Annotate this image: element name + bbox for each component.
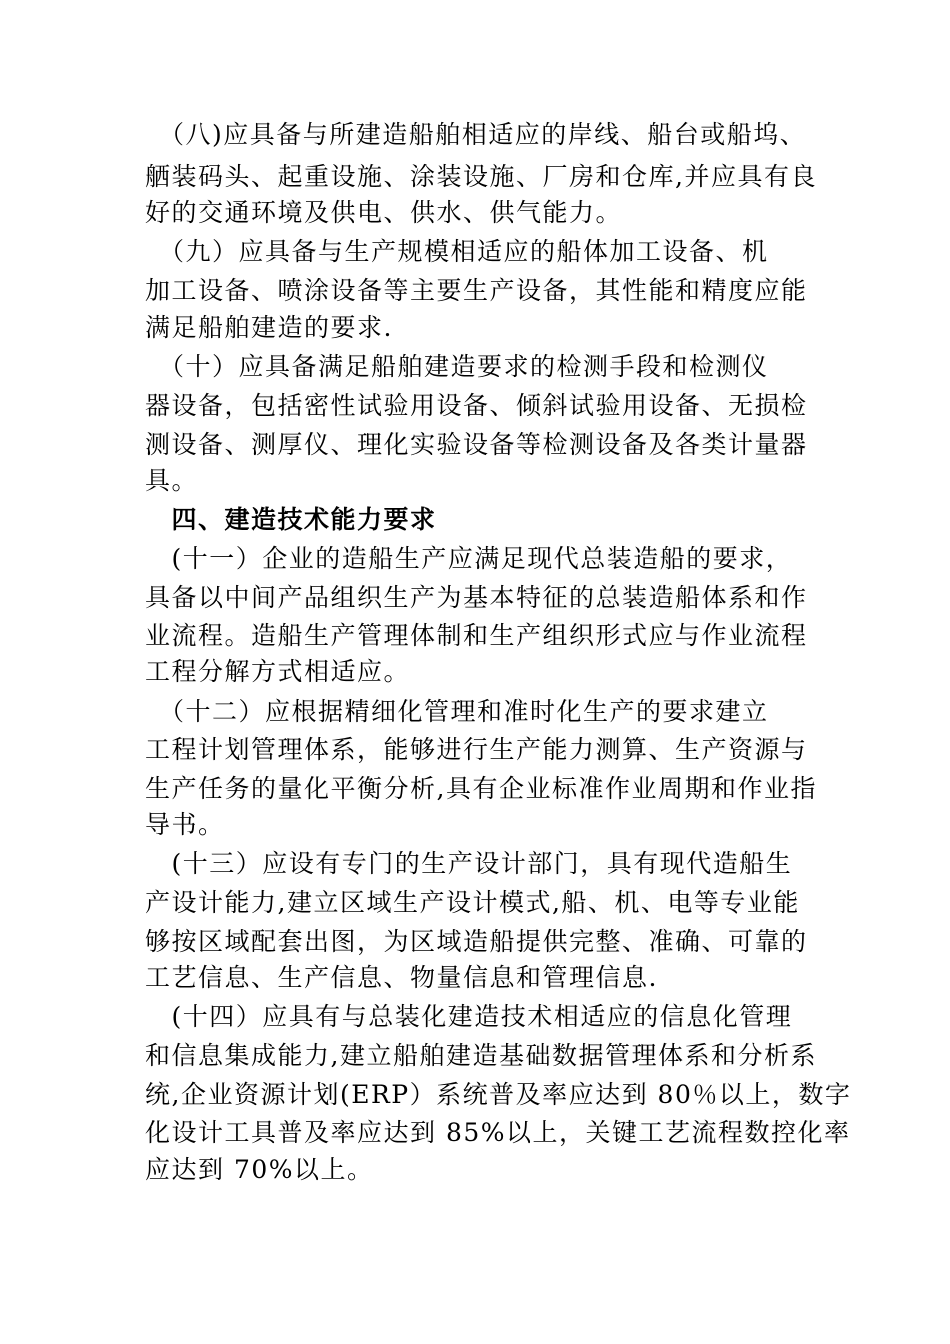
paragraph-11-line: 工程分解方式相适应。	[145, 657, 411, 686]
paragraph-10-line: 测设备、测厚仪、理化实验设备等检测设备及各类计量器	[145, 430, 808, 459]
paragraph-13-line: 产设计能力,建立区域生产设计模式,船、机、电等专业能	[145, 888, 800, 917]
paragraph-13-line: 工艺信息、生产信息、物量信息和管理信息.	[145, 963, 658, 992]
paragraph-8-line: 好的交通环境及供电、供水、供气能力。	[145, 198, 623, 227]
paragraph-13-line: 够按区域配套出图，为区域造船提供完整、准确、可靠的	[145, 927, 808, 956]
paragraph-14-line: (十四）应具有与总装化建造技术相适应的信息化管理	[145, 1002, 793, 1031]
paragraph-8-line: （八)应具备与所建造船舶相适应的岸线、船台或船坞、	[145, 120, 807, 149]
paragraph-11-line: 具备以中间产品组织生产为基本特征的总装造船体系和作	[145, 583, 808, 612]
paragraph-9-line: （九）应具备与生产规模相适应的船体加工设备、机	[145, 237, 769, 266]
paragraph-9-line: 满足船舶建造的要求.	[145, 313, 393, 342]
paragraph-14-line: 化设计工具普及率应达到 85%以上，关键工艺流程数控化率	[145, 1118, 851, 1147]
paragraph-13-line: (十三）应设有专门的生产设计部门，具有现代造船生	[145, 849, 793, 878]
paragraph-9-line: 加工设备、喷涂设备等主要生产设备，其性能和精度应能	[145, 276, 808, 305]
paragraph-10-line: 具。	[145, 466, 199, 495]
paragraph-12-line: 工程计划管理体系，能够进行生产能力测算、生产资源与	[145, 735, 808, 764]
section-heading: 四、建造技术能力要求	[145, 505, 437, 534]
paragraph-10-line: 器设备，包括密性试验用设备、倾斜试验用设备、无损检	[145, 391, 808, 420]
paragraph-11-line: (十一）企业的造船生产应满足现代总装造船的要求，	[145, 544, 793, 573]
paragraph-8-line: 舾装码头、起重设施、涂装设施、厂房和仓库,并应具有良	[145, 162, 817, 191]
paragraph-14-line: 应达到 70%以上。	[145, 1155, 374, 1184]
paragraph-14-line: 统,企业资源计划(ERP）系统普及率应达到 80％以上，数字	[145, 1080, 852, 1109]
paragraph-12-line: 导书。	[145, 810, 225, 839]
paragraph-11-line: 业流程。造船生产管理体制和生产组织形式应与作业流程	[145, 621, 808, 650]
paragraph-12-line: （十二）应根据精细化管理和准时化生产的要求建立	[145, 697, 769, 726]
paragraph-10-line: （十）应具备满足船舶建造要求的检测手段和检测仪	[145, 352, 769, 381]
paragraph-12-line: 生产任务的量化平衡分析,具有企业标准作业周期和作业指	[145, 774, 817, 803]
paragraph-14-line: 和信息集成能力,建立船舶建造基础数据管理体系和分析系	[145, 1041, 817, 1070]
